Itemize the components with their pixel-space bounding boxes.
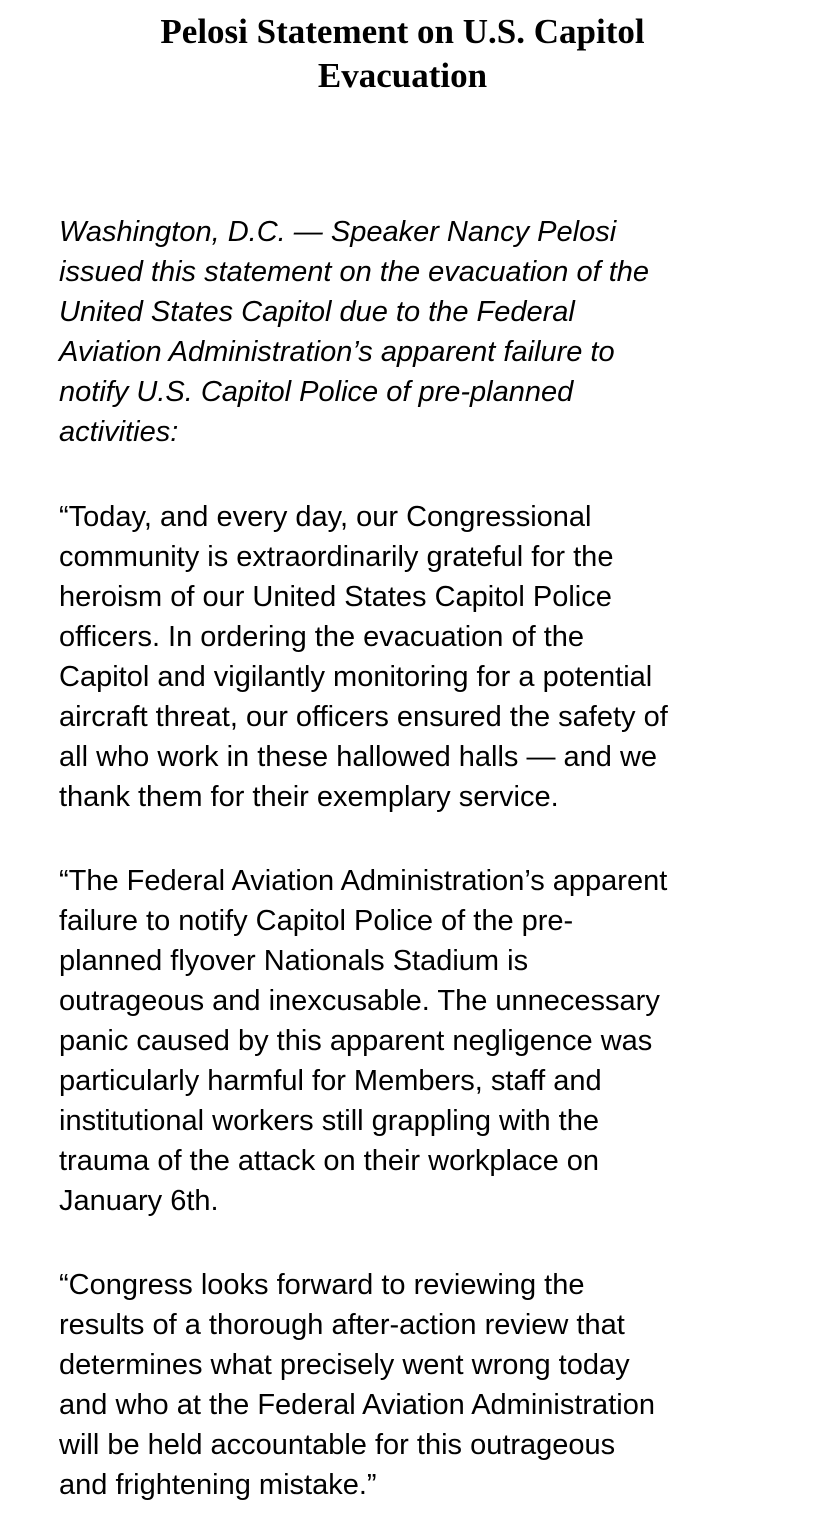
statement-title bbox=[40, 10, 765, 98]
paragraph-line: will be held accountable for this outrageous bbox=[59, 1429, 616, 1461]
paragraph-line: panic caused by this apparent negligence was bbox=[59, 1025, 653, 1057]
paragraph-line: “The Federal Aviation Administration’s apparent bbox=[59, 865, 668, 897]
title-line: Evacuation bbox=[317, 56, 488, 95]
intro-line: Aviation Administration’s apparent failure to bbox=[59, 336, 615, 368]
paragraph-line: determines what precisely went wrong today bbox=[59, 1349, 630, 1381]
paragraph-line: outrageous and inexcusable. The unnecessary bbox=[59, 985, 660, 1017]
statement-paragraph-2 bbox=[59, 861, 779, 1221]
statement-paragraph-3 bbox=[59, 1265, 779, 1505]
statement-paragraph-1 bbox=[59, 497, 779, 817]
paragraph-line: institutional workers still grappling with the bbox=[59, 1105, 599, 1137]
paragraph-line: and who at the Federal Aviation Administration bbox=[59, 1389, 655, 1421]
paragraph-line: “Today, and every day, our Congressional bbox=[59, 501, 592, 533]
paragraph-line: and frightening mistake.” bbox=[59, 1469, 377, 1501]
paragraph-line: heroism of our United States Capitol Police bbox=[59, 581, 612, 613]
paragraph-line: particularly harmful for Members, staff and bbox=[59, 1065, 602, 1097]
intro-line: Washington, D.C. — Speaker Nancy Pelosi bbox=[59, 216, 617, 248]
paragraph-line: community is extraordinarily grateful for the bbox=[59, 541, 614, 573]
paragraph-line: officers. In ordering the evacuation of the bbox=[59, 621, 585, 653]
intro-paragraph bbox=[59, 212, 779, 452]
title-line: Pelosi Statement on U.S. Capitol bbox=[160, 12, 645, 51]
paragraph-line: planned flyover Nationals Stadium is bbox=[59, 945, 529, 977]
intro-line: issued this statement on the evacuation of the bbox=[59, 256, 650, 288]
intro-line: activities: bbox=[59, 416, 179, 448]
intro-line: United States Capitol due to the Federal bbox=[59, 296, 575, 328]
paragraph-line: trauma of the attack on their workplace on bbox=[59, 1145, 600, 1177]
paragraph-line: aircraft threat, our officers ensured the safety of bbox=[59, 701, 668, 733]
paragraph-line: results of a thorough after-action review that bbox=[59, 1309, 625, 1341]
intro-line: notify U.S. Capitol Police of pre-planned bbox=[59, 376, 574, 408]
paragraph-line: “Congress looks forward to reviewing the bbox=[59, 1269, 585, 1301]
paragraph-line: Capitol and vigilantly monitoring for a potential bbox=[59, 661, 653, 693]
paragraph-line: all who work in these hallowed halls — and we bbox=[59, 741, 658, 773]
paragraph-line: January 6th. bbox=[59, 1185, 219, 1217]
paragraph-line: failure to notify Capitol Police of the pre- bbox=[59, 905, 574, 937]
paragraph-line: thank them for their exemplary service. bbox=[59, 781, 559, 813]
